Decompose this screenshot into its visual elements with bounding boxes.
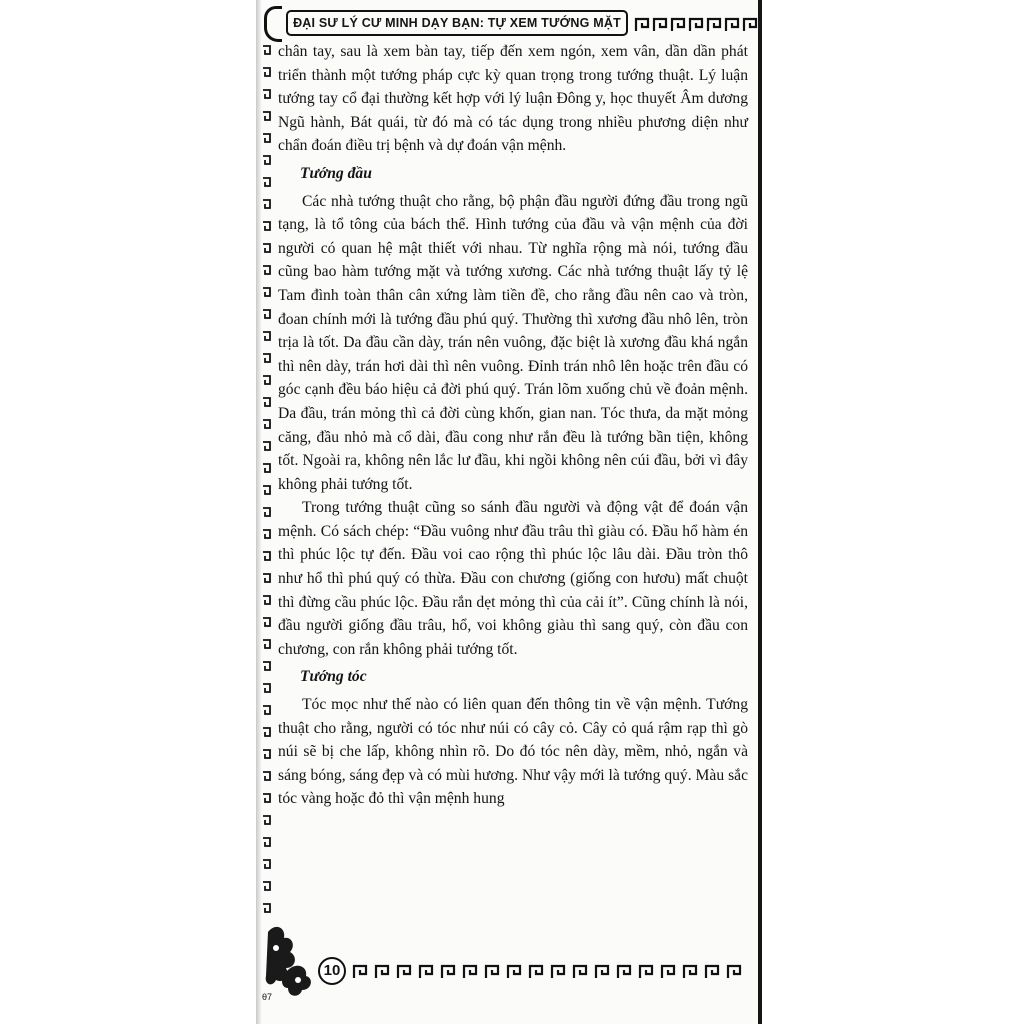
body-text bbox=[278, 40, 748, 811]
section-heading-hair: Tướng tóc bbox=[300, 668, 367, 686]
paragraph: Trong tướng thuật cũng so sánh đầu người và động vật để đoán vận mệnh. Có sách chép: “Đầu vuông như đầu trâu thì giàu có. Đầu hổ hàm én thì phúc lộc tự đến. Đầu voi cao rộng thì phúc lộc lâu dài. Đầu tròn thô như hổ thì phú quý có thừa. Đầu con chương (giống con hươu) mất chuột thì đừng cầu phúc lộc. Đầu rắn dẹt mỏng thì của cải ít”. Cũng chính là nói, đầu người giống đầu trâu, hổ, voi không giàu thì sang quý, còn đầu con chương, con rắn không phải tướng tốt. bbox=[278, 499, 748, 658]
page-right-edge bbox=[758, 0, 762, 1024]
paragraph: Các nhà tướng thuật cho rằng, bộ phận đầu người đứng đầu trong ngũ tạng, là tổ tông của bách thể. Hình tướng của đầu và vận mệnh của đời người có quan hệ mật thiết với nhau. Từ nghĩa rộng mà nói, tướng đầu cũng bao hàm tướng mặt và tướng xương. Các nhà tướng thuật lấy tỷ lệ Tam đình toàn thân cân xứng làm tiền đề, cho rằng đầu nên cao và tròn, đoan chính mới là tướng đầu phú quý. Thường thì xương đầu nhô lên, tròn trịa là tốt. Da đầu cần dày, trán nên vuông, đặc biệt là xương đầu khá ngắn thì nên dày, trán hơi dài thì nên vuông. Đỉnh trán nhô lên hoặc trên đầu có góc cạnh đều báo hiệu cả đời phú quý. Trán lõm xuống chủ về đoản mệnh. Da đầu, trán mỏng thì cả đời cùng khốn, gian nan. Tóc thưa, da mặt mỏng căng, đầu nhỏ mà cổ dài, đầu cong như rắn đều là tướng bần tiện, không tốt. Ngoài ra, không nên lắc lư đầu, khi ngồi không nên cúi đầu, bởi vì đây không phải tướng tốt. bbox=[278, 192, 748, 493]
section-heading-head: Tướng đầu bbox=[300, 164, 372, 182]
running-header-title: ĐẠI SƯ LÝ CƯ MINH DẠY BẠN: TỰ XEM TƯỚNG MẶT bbox=[286, 10, 628, 36]
greek-key-border-icon bbox=[262, 40, 272, 920]
ornamental-figure-icon bbox=[262, 918, 318, 1000]
page-number: 10 bbox=[318, 957, 346, 985]
corner-mark: θ7 bbox=[262, 992, 273, 1002]
header-bracket-ornament bbox=[264, 6, 282, 42]
paragraph: Tóc mọc như thế nào có liên quan đến thông tin về vận mệnh. Tướng thuật cho rằng, người có tóc như núi có cây cỏ. Cây cỏ quá rậm rạp thì gò núi sẽ bị che lấp, không nhìn rõ. Do đó tóc nên dày, mềm, nhỏ, ngắn và sáng bóng, sáng đẹp và có mùi hương. Như vậy mới là tướng quý. Màu sắc tóc vàng hoặc đỏ thì vận mệnh hung bbox=[278, 696, 748, 808]
greek-key-pattern-icon bbox=[352, 963, 756, 981]
running-header bbox=[262, 6, 762, 36]
greek-key-pattern-icon bbox=[634, 16, 760, 34]
paragraph: chân tay, sau là xem bàn tay, tiếp đến xem ngón, xem vân, dần dần phát triển thành một tướng pháp cực kỳ quan trọng trong tướng thuật. Lý luận tướng tay cổ đại thường kết hợp với lý luận Đông y, học thuyết Âm dương Ngũ hành, Bát quái, từ đó mà có tác dụng trong nhiều phương diện như chẩn đoán điều trị bệnh và dự đoán vận mệnh. bbox=[278, 43, 748, 155]
